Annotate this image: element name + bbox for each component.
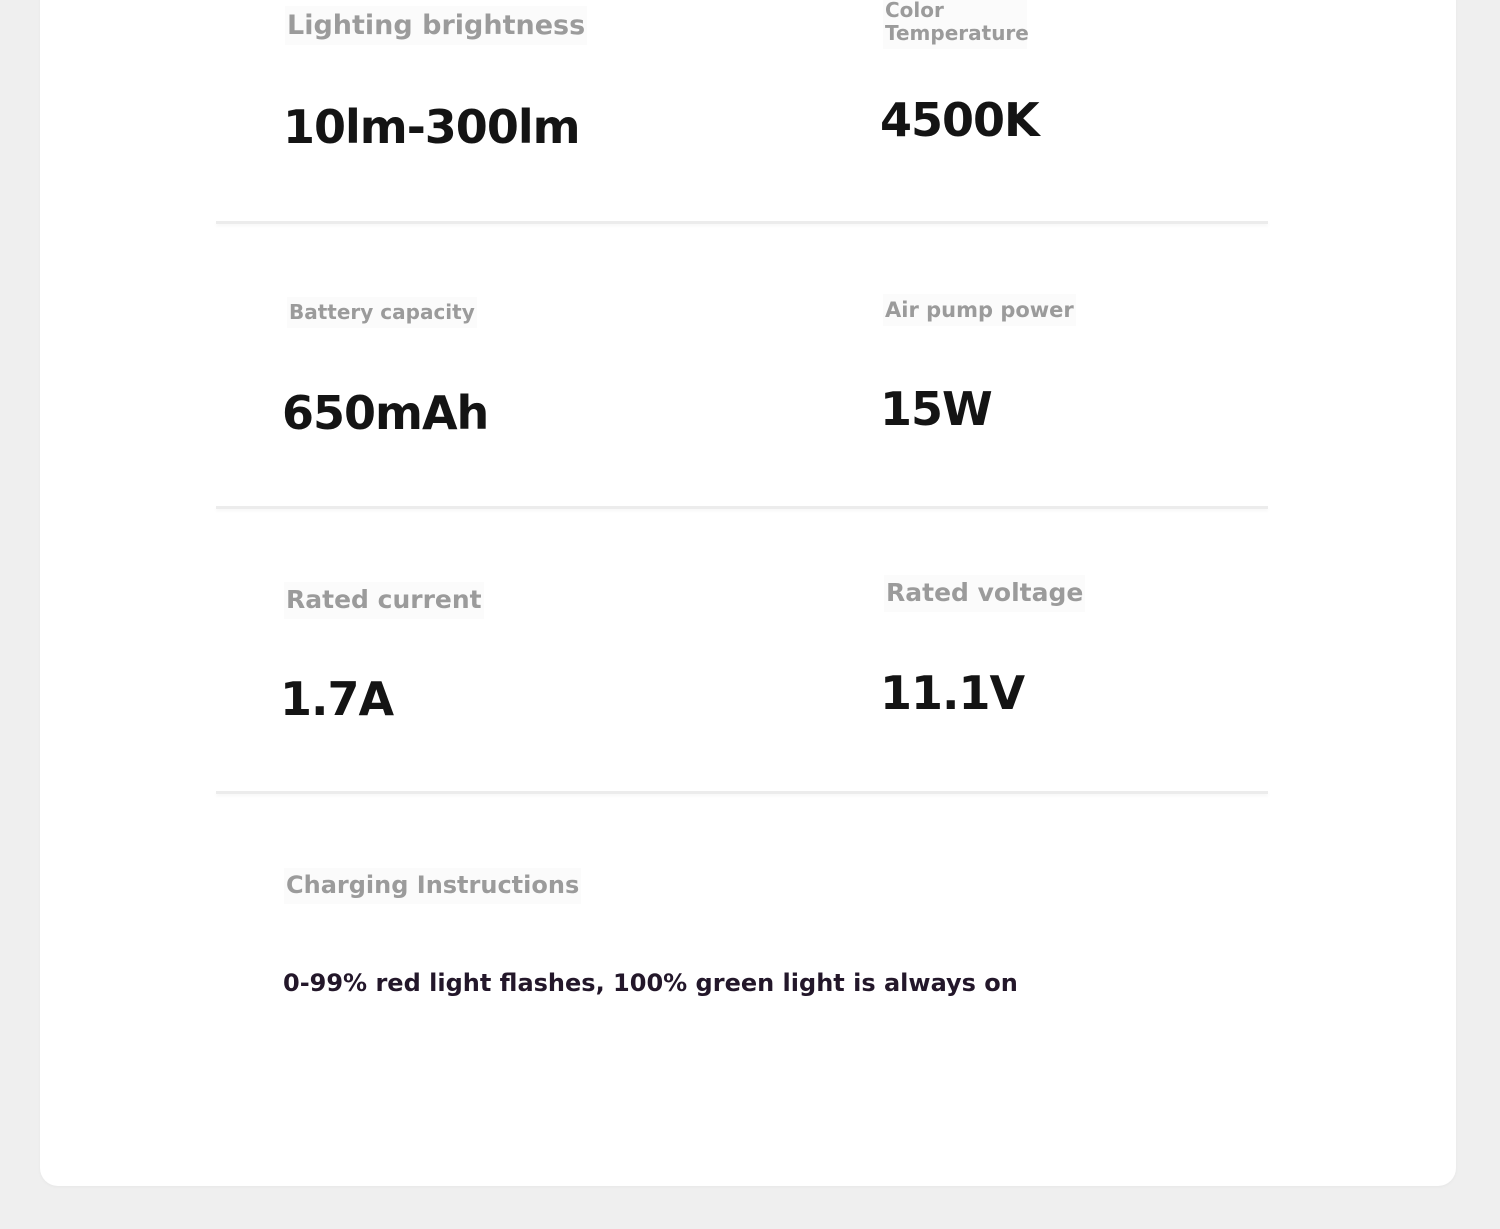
divider-2 [216, 506, 1268, 509]
air-pump-power-label: Air pump power [883, 294, 1076, 326]
divider-1 [216, 221, 1268, 224]
color-temperature-label: Color Temperature [883, 0, 1027, 49]
spec-card [40, 0, 1456, 1186]
divider-3 [216, 791, 1268, 794]
air-pump-power-value: 15W [880, 382, 992, 436]
lighting-brightness-value: 10lm-300lm [283, 100, 580, 154]
color-temperature-value: 4500K [880, 93, 1039, 147]
charging-instructions-label: Charging Instructions [284, 868, 581, 904]
rated-voltage-label: Rated voltage [884, 575, 1085, 612]
rated-voltage-value: 11.1V [880, 666, 1025, 720]
battery-capacity-value: 650mAh [282, 386, 489, 440]
rated-current-value: 1.7A [280, 672, 394, 726]
charging-instructions-text: 0-99% red light flashes, 100% green light is always on [283, 969, 1018, 997]
rated-current-label: Rated current [284, 582, 484, 619]
lighting-brightness-label: Lighting brightness [285, 6, 587, 45]
battery-capacity-label: Battery capacity [287, 297, 477, 328]
